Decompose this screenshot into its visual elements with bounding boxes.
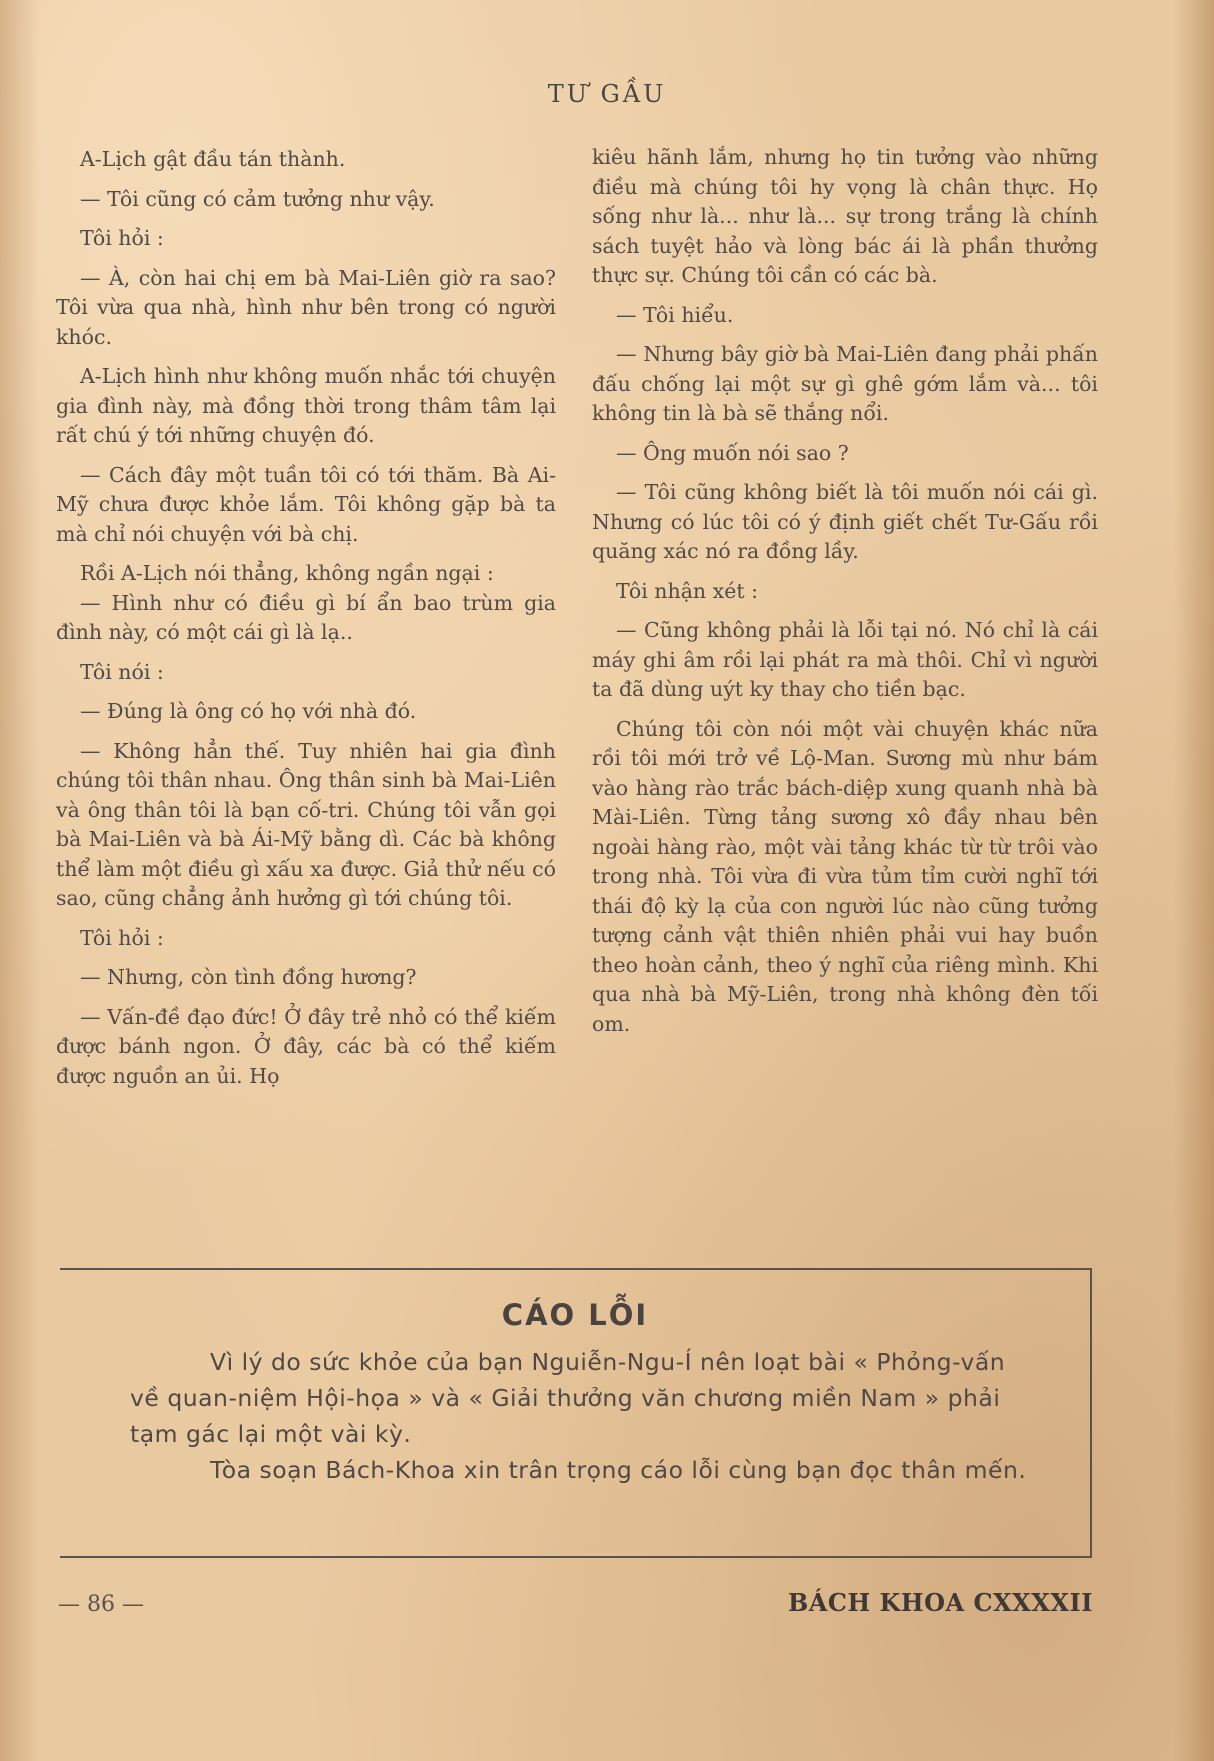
paragraph: — À, còn hai chị em bà Mai-Liên giờ ra sao? Tôi vừa qua nhà, hình như bên trong có người khóc. [56, 265, 556, 349]
paragraph: — Cũng không phải là lỗi tại nó. Nó chỉ là cái máy ghi âm rồi lại phát ra mà thôi. Chỉ vì người ta đã dùng uýt ky thay cho tiền bạc. [592, 618, 1098, 701]
paragraph: — Tôi cũng không biết là tôi muốn nói cái gì. Nhưng có lúc tôi có ý định giết chết Tư-Gấu rồi quăng xác nó ra đồng lầy. [592, 480, 1098, 563]
paragraph: — Đúng là ông có họ với nhà đó. [80, 699, 417, 723]
paragraph: Chúng tôi còn nói một vài chuyện khác nữa rồi tôi mới trở về Lộ-Man. Sương mù như bám vào hàng rào trắc bách-diệp xung quanh nhà bà Mài-Liên. Từng tảng sương xô đầy nhau bên ngoài hàng rào, một vài tảng khác từ từ trôi vào trong nhà. Tôi vừa đi vừa tủm tỉm cười nghĩ tới thái độ kỳ lạ của con người lúc nào cũng tưởng tượng cảnh vật thiên nhiên phải vui hay buồn theo hoàn cảnh, theo ý nghĩ của riêng mình. Khi qua nhà bà Mỹ-Liên, trong nhà không đèn tối om. [592, 716, 1098, 1036]
paragraph: — Tôi hiểu. [616, 302, 734, 327]
notice-paragraph: Tòa soạn Bách-Khoa xin trân trọng cáo lỗi cùng bạn đọc thân mến. [210, 1456, 1027, 1484]
apology-notice-box [60, 1268, 1092, 1558]
notice-title: CÁO LỖI [501, 1298, 649, 1332]
paragraph: Tôi nói : [80, 659, 164, 684]
paragraph: — Vấn-đề đạo đức! Ở đây trẻ nhỏ có thể kiếm được bánh ngon. Ở đây, các bà có thể kiếm được nguồn an ủi. Họ [56, 1004, 556, 1088]
page-edge-shadow-right [1174, 0, 1214, 1761]
publication-title: BÁCH KHOA CXXXXII [788, 1588, 1093, 1617]
paragraph: A-Lịch hình như không muốn nhắc tới chuyện gia đình này, mà đồng thời trong thâm tâm lại rất chú ý tới những chuyện đó. [56, 364, 556, 447]
page-number: — 86 — [58, 1592, 144, 1617]
paragraph: A-Lịch gật đầu tán thành. [80, 147, 346, 171]
notice-body [130, 1344, 1030, 1488]
paragraph: — Tôi cũng có cảm tưởng như vậy. [80, 186, 435, 211]
paragraph: Tôi hỏi : [80, 925, 164, 950]
paragraph: — Ông muốn nói sao ? [616, 440, 849, 465]
paragraph: — Hình như có điều gì bí ẩn bao trùm gia đình này, có một cái gì là lạ.. [56, 590, 556, 644]
left-column [56, 145, 556, 1101]
paragraph: Tôi hỏi : [80, 226, 164, 250]
notice-paragraph: Vì lý do sức khỏe của bạn Nguiễn-Ngu-Í nên loạt bài « Phỏng-vấn về quan-niệm Hội-họa » và « Giải thưởng văn chương miền Nam » phải tạm gác lại một vài kỳ. [130, 1348, 1006, 1448]
right-column [592, 143, 1098, 1049]
paragraph: — Cách đây một tuần tôi có tới thăm. Bà Ai-Mỹ chưa được khỏe lắm. Tôi không gặp bà ta mà chỉ nói chuyện với bà chị. [56, 462, 556, 546]
paragraph: — Không hẳn thế. Tuy nhiên hai gia đình chúng tôi thân nhau. Ông thân sinh bà Mai-Liên và ông thân tôi là bạn cố-tri. Chúng tôi vẫn gọi bà Mai-Liên và bà Ái-Mỹ bằng dì. Các bà không thể làm một điều gì xấu xa được. Giả thử nếu có sao, cũng chẳng ảnh hưởng gì tới chúng tôi. [56, 738, 556, 910]
paragraph: Tôi nhận xét : [616, 578, 758, 603]
paragraph: kiêu hãnh lắm, nhưng họ tin tưởng vào những điều mà chúng tôi hy vọng là chân thực. Họ sống như là... như là... sự trong trắng là chính sách tuyệt hảo và lòng bác ái là phần thưởng thực sự. Chúng tôi cần có các bà. [592, 145, 1098, 287]
running-title: TƯ GẦU [547, 80, 667, 108]
page-edge-shadow-left [0, 0, 40, 1761]
paragraph: Rồi A-Lịch nói thẳng, không ngần ngại : [80, 561, 494, 585]
paragraph: — Nhưng bây giờ bà Mai-Liên đang phải phấn đấu chống lại một sự gì ghê gớm lắm và... tôi không tin là bà sẽ thắng nổi. [592, 342, 1098, 425]
paragraph: — Nhưng, còn tình đồng hương? [80, 965, 417, 989]
